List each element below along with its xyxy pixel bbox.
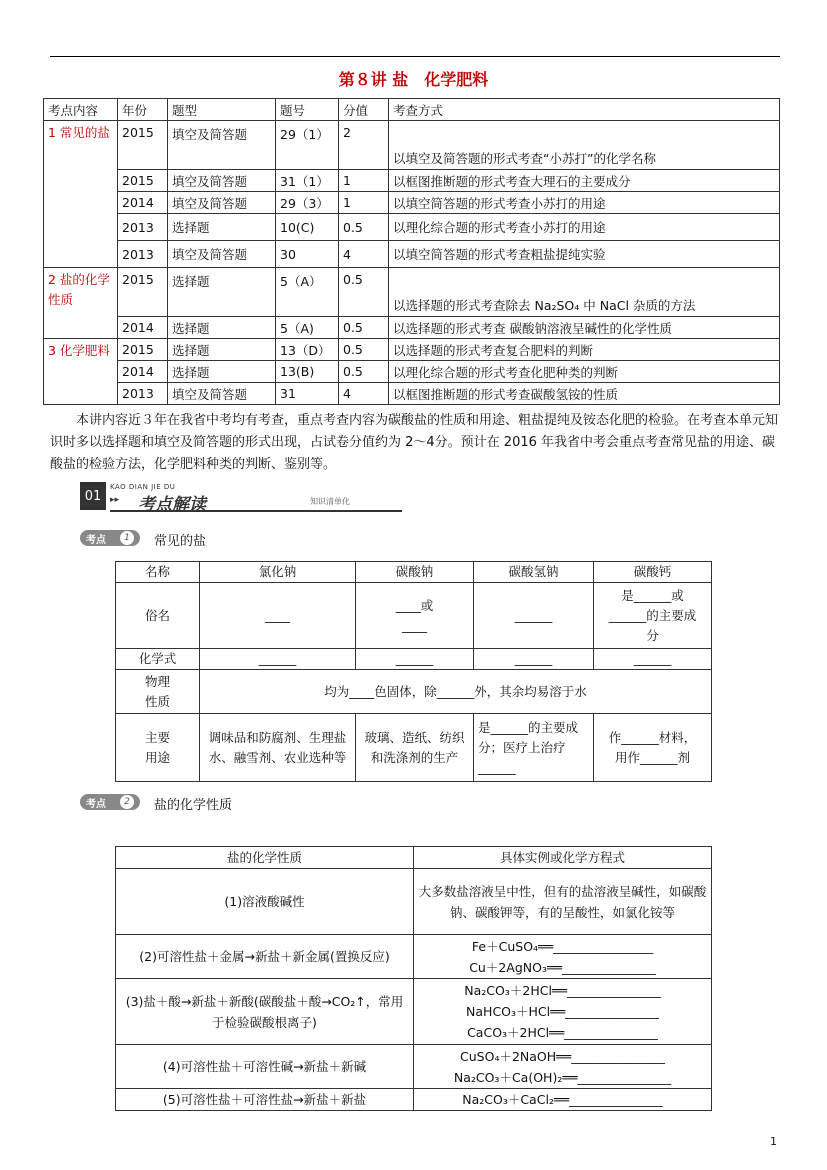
table-row: 2013 选择题 10(C) 0.5 以理化综合题的形式考查小苏打的用途 <box>44 214 780 241</box>
table-row: 主要 用途 调味品和防腐剂、生理盐水、融雪剂、农业选种等 玻璃、造纸、纺织和洗涤剂的生产 是______的主要成分；医疗上治疗______ 作______材料， 用作______剂 <box>116 714 712 782</box>
kaodian-badge: 考点 <box>80 794 140 810</box>
banner-underline <box>110 510 402 512</box>
table-row: (3)盐＋酸→新盐＋新酸(碳酸盐＋酸→CO₂↑，常用于检验碳酸根离子) Na₂CO₃＋2HCl══_______________ NaHCO₃＋HCl══_______________ CaCO₃＋2HCl══_______________ <box>116 979 712 1045</box>
table-row: (2)可溶性盐＋金属→新盐＋新金属(置换反应) Fe＋CuSO₄══________________ Cu＋2AgNO₃══_______________ <box>116 935 712 979</box>
table-header-row: 名称 氯化钠 碳酸钠 碳酸氢钠 碳酸钙 <box>116 562 712 583</box>
top-rule <box>50 56 780 57</box>
table-row: 2015 填空及简答题 31（1） 1 以框图推断题的形式考查大理石的主要成分 <box>44 170 780 192</box>
intro-paragraph: 本讲内容近３年在我省中考均有考查，重点考查内容为碳酸盐的性质和用途、粗盐提纯及铵态化肥的检验。在考查本单元知识时多以选择题和填空及简答题的形式出现，占试卷分值约为 2～4分。预计在 2016 年我省中考会重点考查常见盐的用途、碳酸盐的检验方法，化学肥料种类的判断、鉴别等。 <box>50 413 779 472</box>
table-row: 2013 填空及简答题 30 4 以填空简答题的形式考查粗盐提纯实验 <box>44 241 780 268</box>
topic-cell: 3 化学肥料 <box>44 339 118 405</box>
table-header-row: 考点内容 年份 题型 题号 分值 考查方式 <box>44 99 780 121</box>
page-title: 第８讲 盐 化学肥料 <box>338 70 489 89</box>
kaodian-label: 盐的化学性质 <box>154 798 233 813</box>
table-row: (4)可溶性盐＋可溶性碱→新盐＋新碱 CuSO₄＋2NaOH══_______________ Na₂CO₃＋Ca(OH)₂══_______________ <box>116 1045 712 1089</box>
table-row: 2014 填空及简答题 29（3） 1 以填空简答题的形式考查小苏打的用途 <box>44 192 780 214</box>
double-arrow-icon: ▸▸ <box>110 495 120 505</box>
exam-table <box>43 98 780 405</box>
section-number: 01 <box>80 482 106 510</box>
page-number: 1 <box>770 1135 777 1148</box>
table-row: 3 化学肥料 2015 选择题 13（D） 0.5 以选择题的形式考查复合肥料的判断 <box>44 339 780 361</box>
table-row: 1 常见的盐 2015 填空及简答题 29（1） 2 以填空及简答题的形式考查“小苏打”的化学名称 <box>44 121 780 170</box>
table-row: 2014 选择题 5（A) 0.5 以选择题的形式考查 碳酸钠溶液呈碱性的化学性质 <box>44 317 780 339</box>
table-row: (5)可溶性盐＋可溶性盐→新盐＋新盐 Na₂CO₃＋CaCl₂══_______________ <box>116 1089 712 1111</box>
table-row: 俗名 ____ ____或 ____ ______ 是______或 ______的主要成 分 <box>116 583 712 649</box>
topic-cell: 2 盐的化学性质 <box>44 268 118 339</box>
table-row: 2013 填空及简答题 31 4 以框图推断题的形式考查碳酸氢铵的性质 <box>44 383 780 405</box>
table-row: 物理 性质 均为____色固体，除______外，其余均易溶于水 <box>116 670 712 714</box>
table-row: (1)溶液酸碱性 大多数盐溶液呈中性，但有的盐溶液呈碱性，如碳酸钠、碳酸钾等，有的呈酸性，如氯化铵等 <box>116 869 712 935</box>
table-row: 2 盐的化学性质 2015 选择题 5（A） 0.5 以选择题的形式考查除去 Na₂SO₄ 中 NaCl 杂质的方法 <box>44 268 780 317</box>
section-pinyin: KAO DIAN JIE DU <box>110 483 176 491</box>
topic-cell: 1 常见的盐 <box>44 121 118 268</box>
salt-table <box>115 561 712 782</box>
table-row: 2014 选择题 13(B) 0.5 以理化综合题的形式考查化肥种类的判断 <box>44 361 780 383</box>
table-header-row: 盐的化学性质 具体实例或化学方程式 <box>116 847 712 869</box>
section-tagline: 知识清单化 <box>310 497 350 506</box>
kaodian-label: 常见的盐 <box>154 534 207 549</box>
kaodian-number: 1 <box>120 531 134 545</box>
kaodian-badge: 考点 <box>80 530 140 546</box>
kaodian-number: 2 <box>120 795 134 809</box>
section-banner <box>80 482 402 515</box>
table-row: 化学式 ______ ______ ______ ______ <box>116 649 712 670</box>
section-heading: 考点解读 <box>138 495 206 515</box>
chem-property-table <box>115 846 712 1111</box>
